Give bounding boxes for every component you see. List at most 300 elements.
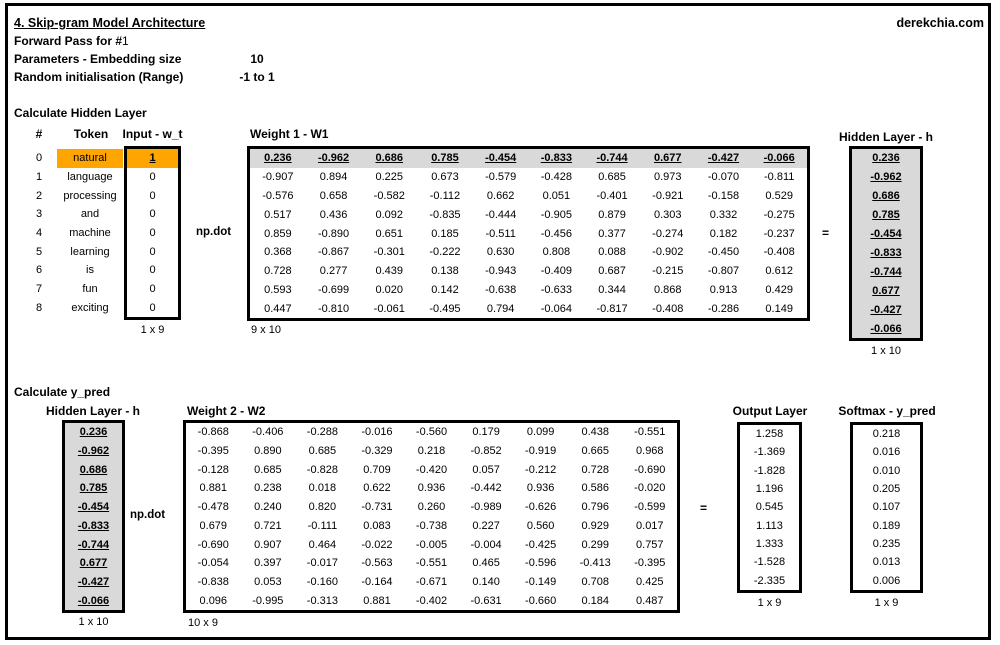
input-vector-cell: 0 (149, 189, 156, 202)
w2-cell: 0.017 (636, 519, 664, 532)
w2-row (186, 591, 677, 610)
softmax-matrix (850, 422, 923, 593)
w1-cell: -0.633 (540, 283, 572, 296)
w2-cell: -0.919 (525, 445, 557, 458)
w2-cell: -0.671 (415, 575, 448, 588)
w1-cell: 0.686 (375, 152, 404, 165)
w1-cell: -0.274 (652, 227, 684, 240)
w1-cell: 0.859 (264, 227, 292, 240)
w1-cell: 0.658 (319, 189, 348, 202)
hidden-layer-cell: 0.677 (79, 557, 108, 570)
w2-cell: 0.881 (363, 594, 391, 607)
output-layer-cell: -2.335 (753, 574, 786, 587)
w1-cell: -0.456 (540, 227, 572, 240)
w1-cell: -0.427 (707, 152, 740, 165)
w2-cell: 0.890 (254, 445, 282, 458)
hidden-layer-section-title: Calculate Hidden Layer (14, 106, 147, 120)
w1-cell: 0.088 (598, 246, 626, 259)
hidden-layer-cell: -0.833 (870, 246, 902, 259)
w2-row (186, 535, 677, 554)
output-layer-cell: 0.545 (755, 501, 784, 514)
w1-cell: -0.495 (429, 302, 461, 315)
w1-cell: -0.905 (540, 208, 572, 221)
w1-cell: -0.833 (540, 152, 572, 165)
w1-cell: -0.275 (763, 208, 795, 221)
forward-pass-text: Forward Pass for # (14, 34, 123, 48)
w1-cell: -0.070 (707, 171, 740, 184)
w2-cell: -0.395 (197, 445, 229, 458)
w1-cell: 0.225 (375, 171, 404, 184)
w2-cell: -0.005 (415, 538, 448, 551)
index-column-header: # (35, 127, 43, 141)
w1-cell: 0.149 (765, 302, 793, 315)
w2-row (186, 573, 677, 592)
token-index: 4 (35, 227, 43, 240)
hidden-layer-cell: 0.686 (79, 463, 108, 476)
w2-cell: -0.852 (470, 445, 502, 458)
w1-cell: 0.687 (598, 265, 626, 278)
w2-cell: 0.665 (581, 445, 609, 458)
input-vector-cell: 0 (149, 301, 156, 314)
input-vector-cell: 1 (127, 149, 178, 168)
w2-cell: -0.442 (470, 482, 502, 495)
w1-cell: -0.638 (485, 283, 517, 296)
hidden-layer-cell: -0.427 (870, 303, 902, 316)
input-vector-cell: 0 (149, 264, 156, 277)
w1-cell: -0.817 (596, 302, 628, 315)
w2-cell: -0.288 (306, 426, 338, 439)
w1-cell: 0.662 (486, 189, 515, 202)
w2-cell: 0.184 (581, 594, 609, 607)
hidden-layer-cell: -0.066 (77, 594, 110, 607)
w1-cell: -0.699 (317, 283, 350, 296)
token-index: 6 (35, 264, 43, 277)
w1-cell: -0.112 (429, 189, 461, 202)
token-label: fun (82, 283, 98, 296)
w2-cell: 0.053 (254, 575, 282, 588)
hidden-layer-cell: -0.962 (77, 445, 110, 458)
hidden-layer-cell: -0.962 (870, 171, 902, 184)
w1-cell: -0.066 (763, 152, 795, 165)
w2-cell: 0.299 (581, 538, 609, 551)
softmax-cell: 0.016 (872, 446, 901, 459)
w2-cell: 0.796 (581, 501, 609, 514)
hidden-layer-cell: 0.785 (872, 209, 900, 222)
w1-row (250, 280, 807, 299)
w2-cell: -0.016 (361, 426, 393, 439)
input-vector-cell: 0 (149, 227, 156, 240)
w2-cell: -0.838 (197, 575, 229, 588)
w2-row (186, 498, 677, 517)
forward-pass-index: 1 (122, 34, 129, 48)
w2-cell: 0.018 (308, 482, 337, 495)
token-label: machine (69, 227, 111, 240)
token-column-header: Token (73, 127, 109, 141)
output-layer-matrix (737, 422, 802, 593)
w2-cell: 0.438 (581, 426, 609, 439)
w2-cell: -0.478 (197, 501, 229, 514)
w1-cell: 0.673 (431, 171, 459, 184)
hidden-dim-label: 1 x 10 (871, 345, 901, 357)
w2-cell: 0.083 (363, 519, 391, 532)
token-index: 5 (35, 245, 43, 258)
w1-matrix (247, 146, 810, 321)
w2-cell: -0.631 (470, 594, 502, 607)
w1-cell: -0.902 (652, 246, 684, 259)
w2-cell: -0.160 (306, 575, 338, 588)
w1-cell: 0.677 (654, 152, 682, 165)
softmax-cell: 0.218 (872, 428, 901, 441)
w2-cell: 0.936 (417, 482, 446, 495)
w2-cell: -0.551 (634, 426, 666, 439)
hidden-layer-matrix (849, 146, 923, 341)
token-index-column (22, 149, 56, 317)
w2-cell: 0.757 (636, 538, 664, 551)
w2-cell: 0.936 (526, 482, 555, 495)
hidden-layer-cell: -0.744 (870, 265, 902, 278)
watermark: derekchia.com (896, 16, 984, 30)
softmax-cell: 0.006 (872, 574, 901, 587)
w1-cell: -0.064 (540, 302, 572, 315)
w2-cell: -0.111 (307, 519, 338, 532)
input-vector-cell: 0 (149, 208, 156, 221)
w2-cell: -0.660 (525, 594, 557, 607)
w2-cell: -0.017 (306, 557, 338, 570)
w1-cell: 0.785 (431, 152, 459, 165)
w1-cell: -0.907 (262, 171, 294, 184)
token-index: 1 (35, 171, 43, 183)
w2-row (186, 423, 677, 442)
w1-cell: 0.868 (654, 283, 682, 296)
w2-cell: -0.596 (525, 557, 557, 570)
w1-cell: -0.579 (485, 171, 517, 184)
w2-cell: 0.487 (636, 594, 664, 607)
hidden-layer-cell: -0.454 (870, 228, 902, 241)
w1-cell: -0.582 (373, 189, 405, 202)
w2-cell: 0.721 (254, 519, 282, 532)
w2-row (186, 442, 677, 461)
w1-cell: 0.185 (431, 227, 459, 240)
w2-cell: 0.586 (581, 482, 609, 495)
output-layer-cell: -1.369 (753, 446, 786, 459)
w1-cell: 0.517 (264, 208, 292, 221)
w1-cell: -0.576 (262, 189, 294, 202)
w1-cell: 0.973 (654, 171, 682, 184)
w2-header: Weight 2 - W2 (187, 404, 266, 418)
w2-cell: -0.989 (470, 501, 502, 514)
softmax-cell: 0.205 (872, 483, 901, 496)
w2-cell: -0.731 (361, 501, 393, 514)
w2-cell: -0.599 (634, 501, 666, 514)
w2-cell: 0.679 (199, 519, 228, 532)
w1-dim-label: 9 x 10 (251, 324, 281, 336)
token-index: 2 (35, 189, 43, 202)
w2-cell: 0.425 (636, 575, 664, 588)
output-layer-cell: 1.333 (755, 538, 784, 551)
w2-cell: -0.690 (634, 463, 666, 476)
w1-cell: -0.428 (540, 171, 572, 184)
w2-cell: 0.227 (472, 519, 500, 532)
w2-cell: 0.140 (472, 575, 500, 588)
hidden-layer-cell: 0.785 (79, 482, 108, 495)
w2-cell: -0.690 (197, 538, 229, 551)
w2-cell: -0.164 (361, 575, 393, 588)
softmax-cell: 0.189 (872, 519, 901, 532)
w1-cell: -0.867 (317, 246, 350, 259)
w2-cell: 0.057 (472, 463, 500, 476)
param-random-init-label: Random initialisation (Range) (14, 70, 184, 84)
input-vector-cell: 0 (149, 245, 156, 258)
w1-cell: -0.511 (485, 227, 516, 240)
w2-cell: -0.420 (415, 463, 448, 476)
w1-cell: -0.222 (429, 246, 461, 259)
w2-cell: -0.329 (361, 445, 393, 458)
w2-cell: 0.929 (581, 519, 609, 532)
w1-cell: 0.808 (542, 246, 571, 259)
w2-cell: 0.881 (199, 482, 228, 495)
w1-cell: -0.962 (317, 152, 350, 165)
w1-cell: -0.408 (652, 302, 684, 315)
token-label: is (86, 264, 94, 277)
w1-cell: 0.429 (765, 283, 793, 296)
w1-cell: 0.138 (431, 265, 459, 278)
w2-cell: 0.240 (254, 501, 282, 514)
w1-row (250, 243, 807, 262)
param-embedding-size-label: Parameters - Embedding size (14, 52, 182, 66)
token-label: exciting (71, 301, 109, 314)
hidden-layer-cell: -0.427 (77, 575, 110, 588)
w1-cell: 0.685 (598, 171, 626, 184)
forward-pass-label (14, 34, 129, 48)
w1-cell: 0.051 (542, 189, 571, 202)
token-column (57, 149, 123, 317)
w1-cell: 0.913 (709, 283, 738, 296)
w1-cell: -0.215 (652, 265, 684, 278)
token-index: 8 (35, 301, 43, 314)
output-layer-cell: 1.196 (755, 483, 784, 496)
w1-cell: 0.344 (598, 283, 626, 296)
w2-cell: -0.395 (634, 557, 666, 570)
w2-cell: 0.465 (472, 557, 500, 570)
np-dot-operator-2: np.dot (130, 509, 166, 521)
softmax-cell: 0.013 (872, 556, 901, 569)
hidden-layer-cell: -0.833 (77, 519, 110, 532)
hidden-layer-cell: 0.686 (872, 190, 900, 203)
softmax-cell: 0.235 (872, 538, 901, 551)
w1-cell: 0.612 (765, 265, 793, 278)
w2-cell: 0.179 (472, 426, 500, 439)
w1-cell: 0.020 (375, 283, 404, 296)
softmax-cell: 0.010 (872, 464, 901, 477)
w2-cell: 0.238 (254, 482, 282, 495)
input-column-header: Input - w_t (122, 127, 183, 141)
w1-cell: -0.454 (485, 152, 517, 165)
w1-cell: -0.301 (373, 246, 405, 259)
w1-cell: 0.277 (319, 265, 348, 278)
w2-row (186, 479, 677, 498)
w2-cell: -0.551 (415, 557, 448, 570)
w1-cell: 0.728 (264, 265, 292, 278)
w1-cell: 0.447 (264, 302, 292, 315)
w1-cell: -0.237 (763, 227, 795, 240)
w1-cell: -0.408 (763, 246, 795, 259)
w1-cell: -0.807 (707, 265, 740, 278)
w1-row (250, 205, 807, 224)
w2-cell: -0.054 (197, 557, 229, 570)
equals-sign-1: = (822, 226, 830, 240)
hidden-layer-matrix-2 (62, 420, 125, 613)
w1-header: Weight 1 - W1 (250, 127, 329, 141)
param-embedding-size-value: 10 (250, 52, 264, 66)
w1-cell: 0.439 (375, 265, 404, 278)
w1-cell: 0.651 (375, 227, 404, 240)
w2-cell: -0.560 (415, 426, 448, 439)
w2-cell: -0.413 (579, 557, 611, 570)
w2-cell: 0.728 (581, 463, 609, 476)
equals-sign-2: = (700, 501, 708, 515)
w2-cell: -0.406 (252, 426, 284, 439)
hidden-layer-cell: 0.677 (872, 284, 900, 297)
hidden-layer-cell: 0.236 (79, 426, 108, 439)
w2-cell: -0.828 (306, 463, 338, 476)
w1-row (250, 262, 807, 281)
w2-cell: 0.820 (308, 501, 337, 514)
w1-cell: 0.142 (431, 283, 459, 296)
w2-cell: -0.149 (525, 575, 557, 588)
token-label: processing (63, 189, 117, 202)
w1-cell: -0.835 (429, 208, 461, 221)
w2-cell: 0.464 (308, 538, 337, 551)
w2-cell: 0.968 (636, 445, 664, 458)
w1-row (250, 168, 807, 187)
w2-cell: -0.313 (306, 594, 338, 607)
w1-cell: -0.158 (707, 189, 740, 202)
w1-cell: 0.236 (264, 152, 292, 165)
w2-cell: -0.020 (634, 482, 666, 495)
w1-cell: -0.444 (485, 208, 517, 221)
w2-cell: 0.685 (308, 445, 337, 458)
input-vector-matrix (124, 146, 181, 320)
w2-cell: 0.708 (581, 575, 609, 588)
w2-cell: 0.685 (254, 463, 282, 476)
w2-cell: -0.626 (525, 501, 557, 514)
w2-cell: -0.402 (415, 594, 448, 607)
output-layer-cell: -1.528 (753, 556, 786, 569)
hidden-layer-cell: 0.236 (872, 152, 900, 165)
w1-cell: -0.810 (317, 302, 350, 315)
w2-dim-label: 10 x 9 (188, 617, 218, 629)
w2-cell: 0.622 (363, 482, 391, 495)
w1-cell: -0.061 (373, 302, 405, 315)
w2-cell: 0.096 (199, 594, 228, 607)
input-vector-cell: 0 (149, 283, 156, 296)
w1-cell: 0.529 (765, 189, 793, 202)
token-index: 3 (35, 208, 43, 221)
output-layer-cell: 1.113 (756, 519, 783, 532)
w1-cell: 0.303 (654, 208, 682, 221)
w2-cell: 0.218 (417, 445, 446, 458)
w2-row (186, 460, 677, 479)
w2-cell: -0.868 (197, 426, 229, 439)
w1-cell: -0.943 (485, 265, 517, 278)
hidden-layer-cell: -0.454 (77, 501, 110, 514)
hidden-dim-label-2: 1 x 10 (78, 616, 109, 628)
ypred-section-title: Calculate y_pred (14, 385, 111, 399)
output-layer-cell: -1.828 (753, 464, 786, 477)
w2-cell: -0.004 (470, 538, 502, 551)
w2-cell: -0.128 (197, 463, 229, 476)
w1-cell: 0.436 (319, 208, 348, 221)
w1-cell: 0.894 (319, 171, 348, 184)
w2-cell: 0.397 (254, 557, 282, 570)
w2-cell: 0.099 (526, 426, 555, 439)
w1-cell: 0.630 (486, 246, 515, 259)
w1-cell: -0.409 (540, 265, 572, 278)
input-dim-label: 1 x 9 (140, 324, 165, 336)
w1-cell: 0.332 (709, 208, 738, 221)
w2-row (186, 554, 677, 573)
w2-row (186, 517, 677, 536)
w1-cell: 0.182 (709, 227, 738, 240)
token-label: and (80, 208, 100, 221)
output-dim-label: 1 x 9 (757, 597, 782, 609)
w2-cell: -0.738 (415, 519, 448, 532)
hidden-layer-cell: -0.744 (77, 538, 110, 551)
page-title: 4. Skip-gram Model Architecture (14, 16, 206, 30)
token-label: natural (57, 149, 123, 168)
softmax-header: Softmax - y_pred (838, 404, 936, 418)
w2-cell: 0.907 (254, 538, 282, 551)
w1-cell: -0.286 (707, 302, 740, 315)
w1-row (250, 149, 807, 168)
w1-cell: -0.401 (596, 189, 628, 202)
w1-cell: 0.593 (264, 283, 292, 296)
w2-cell: -0.425 (525, 538, 557, 551)
token-label: language (67, 171, 113, 183)
token-index: 7 (35, 283, 43, 296)
w1-cell: -0.744 (596, 152, 628, 165)
token-label: learning (70, 245, 110, 258)
w1-row (250, 224, 807, 243)
w2-cell: -0.022 (361, 538, 393, 551)
w2-cell: 0.709 (363, 463, 391, 476)
w1-cell: 0.377 (598, 227, 626, 240)
param-random-init-value: -1 to 1 (239, 70, 275, 84)
w1-cell: 0.092 (375, 208, 404, 221)
w1-row (250, 187, 807, 206)
w1-cell: -0.921 (652, 189, 684, 202)
w2-cell: -0.995 (252, 594, 284, 607)
softmax-cell: 0.107 (872, 501, 901, 514)
input-vector-cell: 0 (149, 171, 156, 183)
w2-matrix (183, 420, 680, 613)
output-layer-header: Output Layer (732, 404, 808, 418)
w2-cell: 0.560 (526, 519, 555, 532)
output-layer-cell: 1.258 (755, 428, 784, 441)
w1-cell: 0.368 (264, 246, 292, 259)
w1-row (250, 299, 807, 318)
w1-cell: 0.794 (486, 302, 515, 315)
np-dot-operator-1: np.dot (196, 226, 232, 238)
w2-cell: -0.212 (525, 463, 557, 476)
hidden-layer-header-2: Hidden Layer - h (45, 404, 140, 418)
w1-cell: -0.811 (763, 171, 795, 184)
w1-cell: 0.879 (598, 208, 626, 221)
w1-cell: -0.890 (317, 227, 350, 240)
hidden-layer-header: Hidden Layer - h (838, 130, 933, 144)
hidden-layer-cell: -0.066 (870, 322, 902, 335)
w1-cell: -0.450 (707, 246, 740, 259)
